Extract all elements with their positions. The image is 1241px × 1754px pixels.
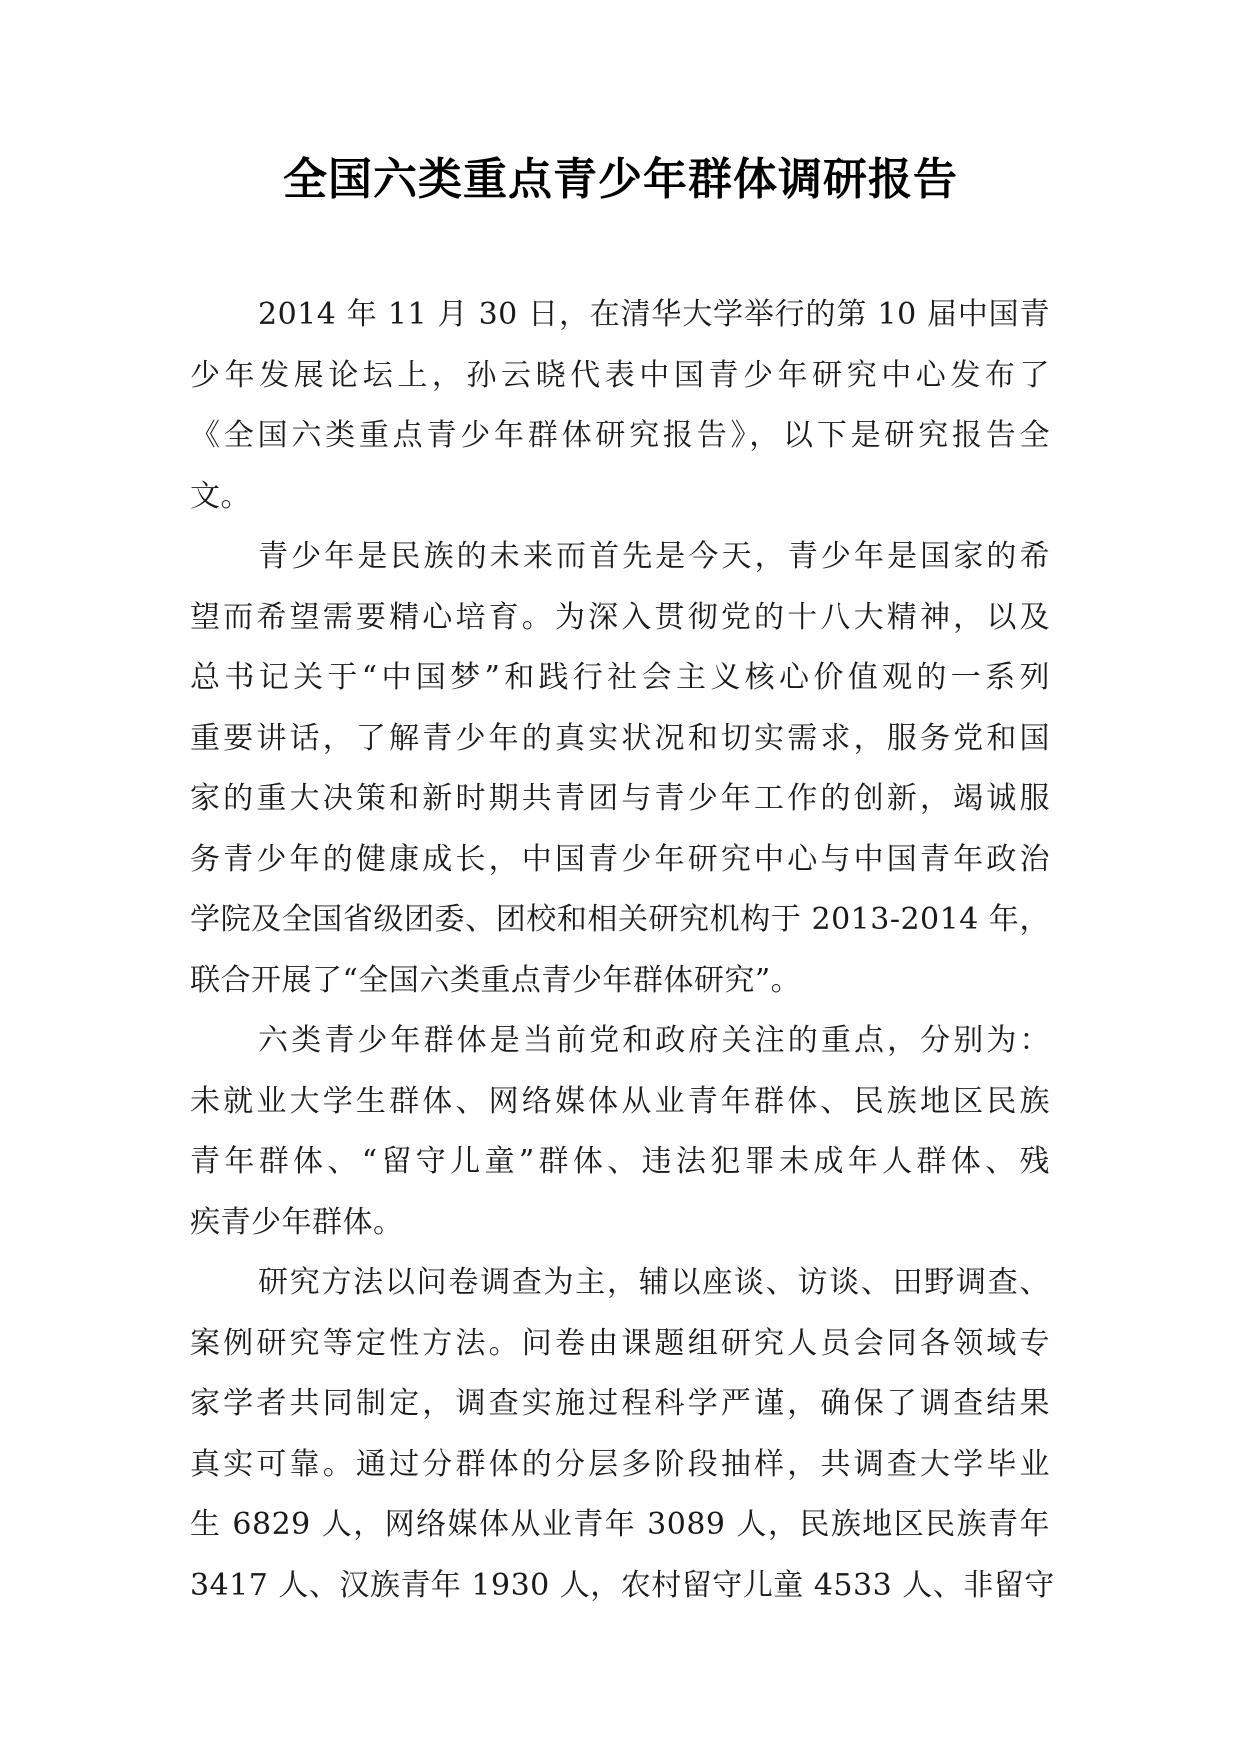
text-line: 青年群体、“留守儿童”群体、违法犯罪未成年人群体、残 xyxy=(190,1144,1050,1179)
text-line: 家的重大决策和新时期共青团与青少年工作的创新，竭诚服 xyxy=(190,781,1050,816)
paragraph xyxy=(190,1011,1050,1253)
text-line: 2014 年 11 月 30 日，在清华大学举行的第 10 届中国青 xyxy=(258,297,1050,332)
text-line: 《全国六类重点青少年群体研究报告》，以下是研究报告全 xyxy=(190,418,1050,453)
text-line: 重要讲话，了解青少年的真实状况和切实需求，服务党和国 xyxy=(190,720,1050,756)
text-line: 研究方法以问卷调查为主，辅以座谈、访谈、田野调查、 xyxy=(258,1265,1050,1300)
text-line: 未就业大学生群体、网络媒体从业青年群体、民族地区民族 xyxy=(190,1083,1050,1119)
paragraph xyxy=(190,1253,1055,1616)
text-line: 3417 人、汉族青年 1930 人，农村留守儿童 4533 人、非留守 xyxy=(190,1567,1055,1603)
text-line: 生 6829 人，网络媒体从业青年 3089 人，民族地区民族青年 xyxy=(190,1507,1050,1542)
document-body xyxy=(190,285,1055,1616)
document-title: 全国六类重点青少年群体调研报告 xyxy=(283,154,958,205)
text-line: 六类青少年群体是当前党和政府关注的重点，分别为： xyxy=(258,1023,1050,1058)
paragraph xyxy=(190,285,1050,527)
text-line: 案例研究等定性方法。问卷由课题组研究人员会同各领域专 xyxy=(190,1325,1050,1361)
text-line: 青少年是民族的未来而首先是今天，青少年是国家的希 xyxy=(258,539,1050,574)
text-line: 望而希望需要精心培育。为深入贯彻党的十八大精神，以及 xyxy=(190,599,1050,635)
text-line: 家学者共同制定，调查实施过程科学严谨，确保了调查结果 xyxy=(190,1386,1050,1421)
text-line: 务青少年的健康成长，中国青少年研究中心与中国青年政治 xyxy=(190,841,1050,877)
text-line: 疾青少年群体。 xyxy=(190,1204,404,1240)
text-line: 联合开展了“全国六类重点青少年群体研究”。 xyxy=(190,962,802,998)
text-line: 总书记关于“中国梦”和践行社会主义核心价值观的一系列 xyxy=(190,660,1050,695)
text-line: 文。 xyxy=(190,478,251,514)
text-line: 学院及全国省级团委、团校和相关研究机构于 2013-2014 年， xyxy=(190,902,1050,937)
text-line: 真实可靠。通过分群体的分层多阶段抽样，共调查大学毕业 xyxy=(190,1446,1050,1482)
text-line: 少年发展论坛上，孙云晓代表中国青少年研究中心发布了 xyxy=(190,357,1050,393)
paragraph xyxy=(190,527,1050,1011)
